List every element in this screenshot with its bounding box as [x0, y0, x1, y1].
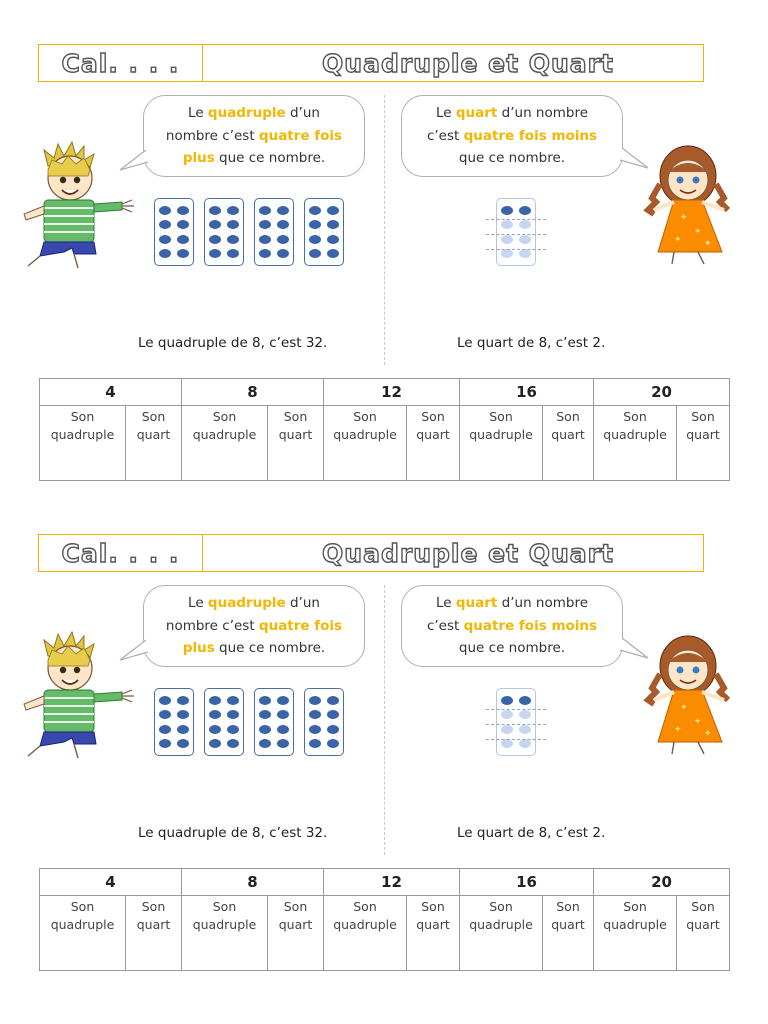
caption-quadruple: Le quadruple de 8, c’est 32. [138, 335, 328, 351]
table-header: 8 [182, 869, 324, 896]
header-bar [38, 534, 704, 572]
dashed-divider [486, 724, 546, 725]
bubble-text: nombre c’est [165, 617, 259, 634]
quadruple-speech-bubble [143, 95, 365, 177]
caption-quart: Le quart de 8, c’est 2. [457, 825, 606, 841]
domino-card [254, 198, 294, 266]
answer-cell-quadruple[interactable]: Son quadruple [460, 896, 543, 971]
highlight-quart: quart [455, 105, 498, 121]
table-header: 12 [324, 379, 460, 406]
header-cal [39, 45, 203, 81]
answer-table [39, 868, 730, 971]
answer-cell-quart[interactable]: Son quart [268, 406, 324, 481]
answer-cell-quart[interactable]: Son quart [543, 406, 594, 481]
answer-cell-quart[interactable]: Son quart [126, 406, 182, 481]
header-title [203, 535, 703, 571]
header-bar [38, 44, 704, 82]
highlight-quadruple: quadruple [207, 105, 286, 121]
domino-card [254, 688, 294, 756]
answer-cell-quadruple[interactable]: Son quadruple [594, 896, 677, 971]
quart-speech-bubble [401, 585, 623, 667]
answer-cell-quart[interactable]: Son quart [677, 406, 730, 481]
header-title [203, 45, 703, 81]
answer-cell-quadruple[interactable]: Son quadruple [182, 896, 268, 971]
bubble-text: d’un nombre [497, 595, 589, 611]
dashed-divider [486, 234, 546, 235]
highlight-quart: quart [455, 595, 498, 611]
answer-cell-quart[interactable]: Son quart [543, 896, 594, 971]
worksheet-top [0, 0, 768, 500]
table-header: 16 [460, 869, 594, 896]
svg-text:✦: ✦ [674, 235, 682, 245]
dashed-divider [486, 249, 546, 250]
highlight-plus: plus [182, 150, 215, 166]
center-divider [384, 585, 385, 855]
answer-cell-quadruple[interactable]: Son quadruple [40, 896, 126, 971]
bubble-text: c’est [426, 127, 464, 144]
bubble-text: Le [435, 595, 456, 611]
quadruple-speech-bubble [143, 585, 365, 667]
table-header: 16 [460, 379, 594, 406]
dashed-divider [486, 709, 546, 710]
domino-quarter-card [496, 688, 536, 756]
domino-card [304, 198, 344, 266]
quart-speech-bubble [401, 95, 623, 177]
answer-cell-quadruple[interactable]: Son quadruple [324, 406, 407, 481]
answer-cell-quart[interactable]: Son quart [677, 896, 730, 971]
svg-text:✦: ✦ [694, 227, 702, 237]
table-row [40, 896, 730, 971]
domino-card [204, 198, 244, 266]
svg-text:✦: ✦ [704, 239, 712, 249]
center-divider [384, 95, 385, 365]
page-title: Quadruple et Quart [322, 538, 614, 568]
answer-cell-quadruple[interactable]: Son quadruple [182, 406, 268, 481]
domino-card [154, 688, 194, 756]
highlight-quatre-fois-moins: quatre fois moins [463, 127, 598, 144]
svg-text:✦: ✦ [680, 703, 688, 713]
answer-table [39, 378, 730, 481]
highlight-plus: plus [182, 640, 215, 656]
dashed-divider [486, 739, 546, 740]
caption-quart: Le quart de 8, c’est 2. [457, 335, 606, 351]
girl-illustration [634, 136, 738, 266]
worksheet-bottom [0, 490, 768, 990]
bubble-text: nombre c’est [165, 127, 259, 144]
bubble-text: que ce nombre. [214, 640, 326, 656]
answer-cell-quadruple[interactable]: Son quadruple [460, 406, 543, 481]
bubble-text: d’un nombre [497, 105, 589, 121]
domino-card [304, 688, 344, 756]
dashed-divider [486, 219, 546, 220]
domino-card [154, 198, 194, 266]
bubble-tail-left [118, 638, 150, 664]
svg-text:✦: ✦ [674, 725, 682, 735]
table-header: 12 [324, 869, 460, 896]
table-row [40, 406, 730, 481]
highlight-quatre-fois: quatre fois [258, 617, 343, 634]
bubble-text: d’un [285, 595, 320, 611]
header-cal-text: Cal. . . . [61, 538, 180, 568]
answer-cell-quadruple[interactable]: Son quadruple [324, 896, 407, 971]
caption-quadruple: Le quadruple de 8, c’est 32. [138, 825, 328, 841]
bubble-text: Le [188, 595, 208, 611]
bubble-tail-left [118, 148, 150, 174]
bubble-text: que ce nombre. [214, 150, 326, 166]
bubble-text: que ce nombre. [458, 640, 566, 656]
table-header: 4 [40, 869, 182, 896]
answer-cell-quart[interactable]: Son quart [407, 896, 460, 971]
page-title: Quadruple et Quart [322, 48, 614, 78]
domino-quarter-card [496, 198, 536, 266]
bubble-text: Le [188, 105, 208, 121]
bubble-text: d’un [285, 105, 320, 121]
bubble-text: c’est [426, 617, 464, 634]
answer-cell-quart[interactable]: Son quart [268, 896, 324, 971]
answer-cell-quart[interactable]: Son quart [126, 896, 182, 971]
answer-cell-quart[interactable]: Son quart [407, 406, 460, 481]
table-header: 20 [594, 869, 730, 896]
highlight-quatre-fois: quatre fois [258, 127, 343, 144]
highlight-quatre-fois-moins: quatre fois moins [463, 617, 598, 634]
header-cal [39, 535, 203, 571]
girl-illustration [634, 626, 738, 756]
table-header: 20 [594, 379, 730, 406]
bubble-text: Le [435, 105, 456, 121]
domino-card [204, 688, 244, 756]
header-cal-text: Cal. . . . [61, 48, 180, 78]
svg-text:✦: ✦ [704, 729, 712, 739]
answer-cell-quadruple[interactable]: Son quadruple [594, 406, 677, 481]
svg-text:✦: ✦ [680, 213, 688, 223]
svg-text:✦: ✦ [694, 717, 702, 727]
answer-cell-quadruple[interactable]: Son quadruple [40, 406, 126, 481]
table-header: 4 [40, 379, 182, 406]
highlight-quadruple: quadruple [207, 595, 286, 611]
table-header: 8 [182, 379, 324, 406]
bubble-text: que ce nombre. [458, 150, 566, 166]
